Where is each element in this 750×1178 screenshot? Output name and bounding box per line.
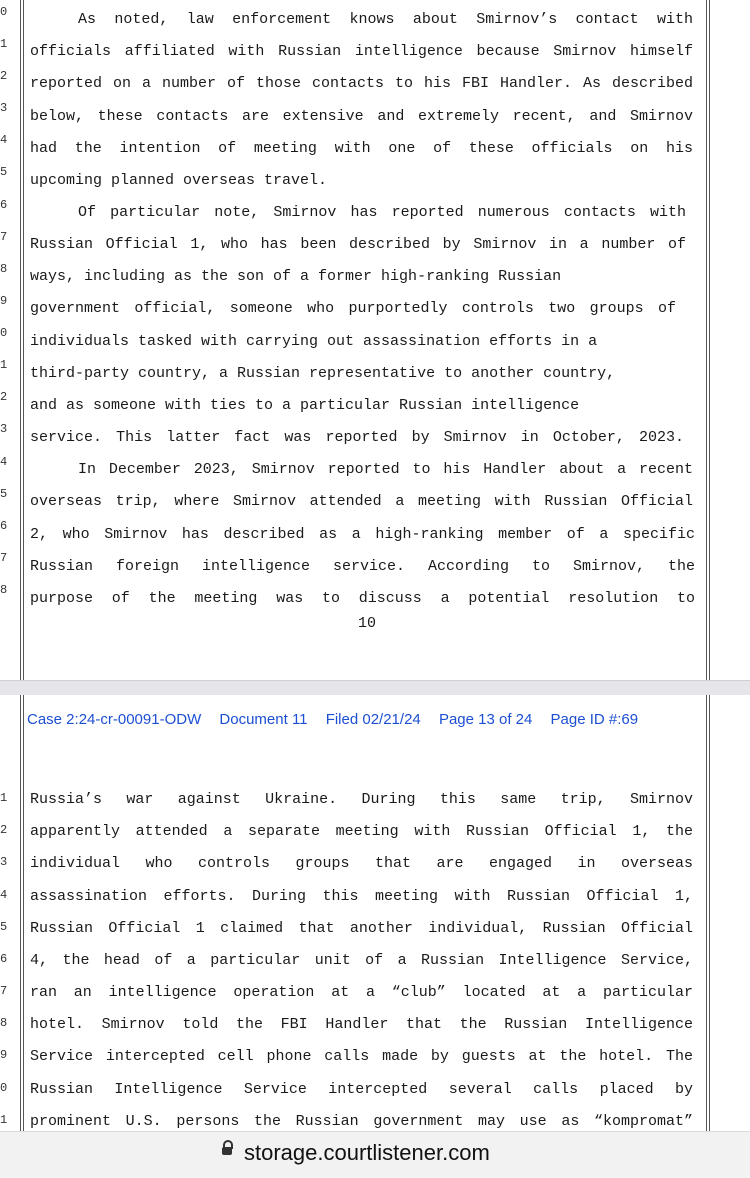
text-line: 2, who Smirnov has described as a high-ranking member of a specific [30, 526, 695, 543]
text-line: Russian Official 1, who has been described by Smirnov in a number of [30, 236, 686, 253]
right-margin-rule [706, 0, 707, 680]
text-line: As noted, law enforcement knows about Smirnov’s contact with [78, 11, 693, 28]
line-number: 1 [0, 791, 8, 805]
right-margin-rule-outer [709, 0, 710, 680]
line-number: 3 [0, 101, 8, 115]
browser-address-bar[interactable] [0, 1131, 750, 1178]
page-number: 10 [357, 615, 376, 632]
case-header [27, 711, 652, 728]
right-margin-rule [706, 695, 707, 1131]
line-number: 1 [0, 37, 8, 51]
line-number: 1 [0, 1113, 8, 1127]
page-id: Page ID #:69 [550, 711, 639, 728]
line-number: 5 [0, 165, 8, 179]
text-line: prominent U.S. persons the Russian government may use as “kompromat” [30, 1113, 693, 1130]
text-line: Russian foreign intelligence service. According to Smirnov, the [30, 558, 695, 575]
line-number: 1 [0, 358, 8, 372]
text-line: service. This latter fact was reported by Smirnov in October, 2023. [30, 429, 684, 446]
text-line: and as someone with ties to a particular Russian intelligence [30, 397, 580, 414]
text-line: upcoming planned overseas travel. [30, 172, 328, 189]
text-line: ways, including as the son of a former high-ranking Russian [30, 268, 562, 285]
case-number: Case 2:24-cr-00091-ODW [27, 711, 202, 728]
line-number: 7 [0, 551, 8, 565]
line-number: 0 [0, 1081, 8, 1095]
line-number: 8 [0, 583, 8, 597]
text-line: had the intention of meeting with one of these officials on his [30, 140, 693, 157]
text-line: Of particular note, Smirnov has reported numerous contacts with [78, 204, 686, 221]
line-number: 6 [0, 519, 8, 533]
right-margin-rule-outer [709, 695, 710, 1131]
url-text[interactable]: storage.courtlistener.com [244, 1140, 490, 1165]
line-number: 6 [0, 198, 8, 212]
text-line: hotel. Smirnov told the FBI Handler that the Russian Intelligence [30, 1016, 693, 1033]
page-count: Page 13 of 24 [438, 711, 533, 728]
line-number: 5 [0, 920, 8, 934]
line-number: 8 [0, 1016, 8, 1030]
line-number: 5 [0, 487, 8, 501]
document-number: Document 11 [219, 711, 308, 728]
line-number: 2 [0, 390, 8, 404]
text-line: Service intercepted cell phone calls made by guests at the hotel. The [30, 1048, 693, 1065]
text-line: reported on a number of those contacts to his FBI Handler. As described [30, 75, 693, 92]
line-number: 4 [0, 455, 8, 469]
text-line: ran an intelligence operation at a “club” located at a particular [30, 984, 693, 1001]
lock-icon [222, 1147, 232, 1155]
text-line: individual who controls groups that are engaged in overseas [30, 855, 693, 872]
text-line: government official, someone who purportedly controls two groups of [30, 300, 676, 317]
text-line: third-party country, a Russian representative to another country, [30, 365, 616, 382]
text-line: In December 2023, Smirnov reported to his Handler about a recent [78, 461, 693, 478]
line-number: 4 [0, 133, 8, 147]
page-separator [0, 680, 750, 696]
text-line: overseas trip, where Smirnov attended a meeting with Russian Official [30, 493, 693, 510]
line-number: 2 [0, 69, 8, 83]
text-line: assassination efforts. During this meeting with Russian Official 1, [30, 888, 693, 905]
text-line: apparently attended a separate meeting with Russian Official 1, the [30, 823, 693, 840]
line-number: 4 [0, 888, 8, 902]
document-page-2 [0, 695, 750, 1131]
line-number: 3 [0, 855, 8, 869]
left-margin-rule [20, 0, 21, 680]
text-line: purpose of the meeting was to discuss a potential resolution to [30, 590, 695, 607]
line-number: 6 [0, 952, 8, 966]
filed-date: Filed 02/21/24 [325, 711, 421, 728]
line-number: 0 [0, 326, 8, 340]
line-number: 8 [0, 262, 8, 276]
text-line: individuals tasked with carrying out assassination efforts in a [30, 333, 598, 350]
left-margin-rule-inner [23, 695, 24, 1131]
line-number: 2 [0, 823, 8, 837]
text-line: Russian Official 1 claimed that another individual, Russian Official [30, 920, 693, 937]
left-margin-rule-inner [23, 0, 24, 680]
line-number: 9 [0, 294, 8, 308]
text-line: below, these contacts are extensive and extremely recent, and Smirnov [30, 108, 693, 125]
left-margin-rule [20, 695, 21, 1131]
text-line: Russia’s war against Ukraine. During this same trip, Smirnov [30, 791, 693, 808]
line-number: 3 [0, 422, 8, 436]
text-line: Russian Intelligence Service intercepted several calls placed by [30, 1081, 693, 1098]
line-number: 0 [0, 5, 8, 19]
line-number: 7 [0, 984, 8, 998]
line-number: 7 [0, 230, 8, 244]
text-line: officials affiliated with Russian intelligence because Smirnov himself [30, 43, 693, 60]
text-line: 4, the head of a particular unit of a Russian Intelligence Service, [30, 952, 693, 969]
line-number: 9 [0, 1048, 8, 1062]
